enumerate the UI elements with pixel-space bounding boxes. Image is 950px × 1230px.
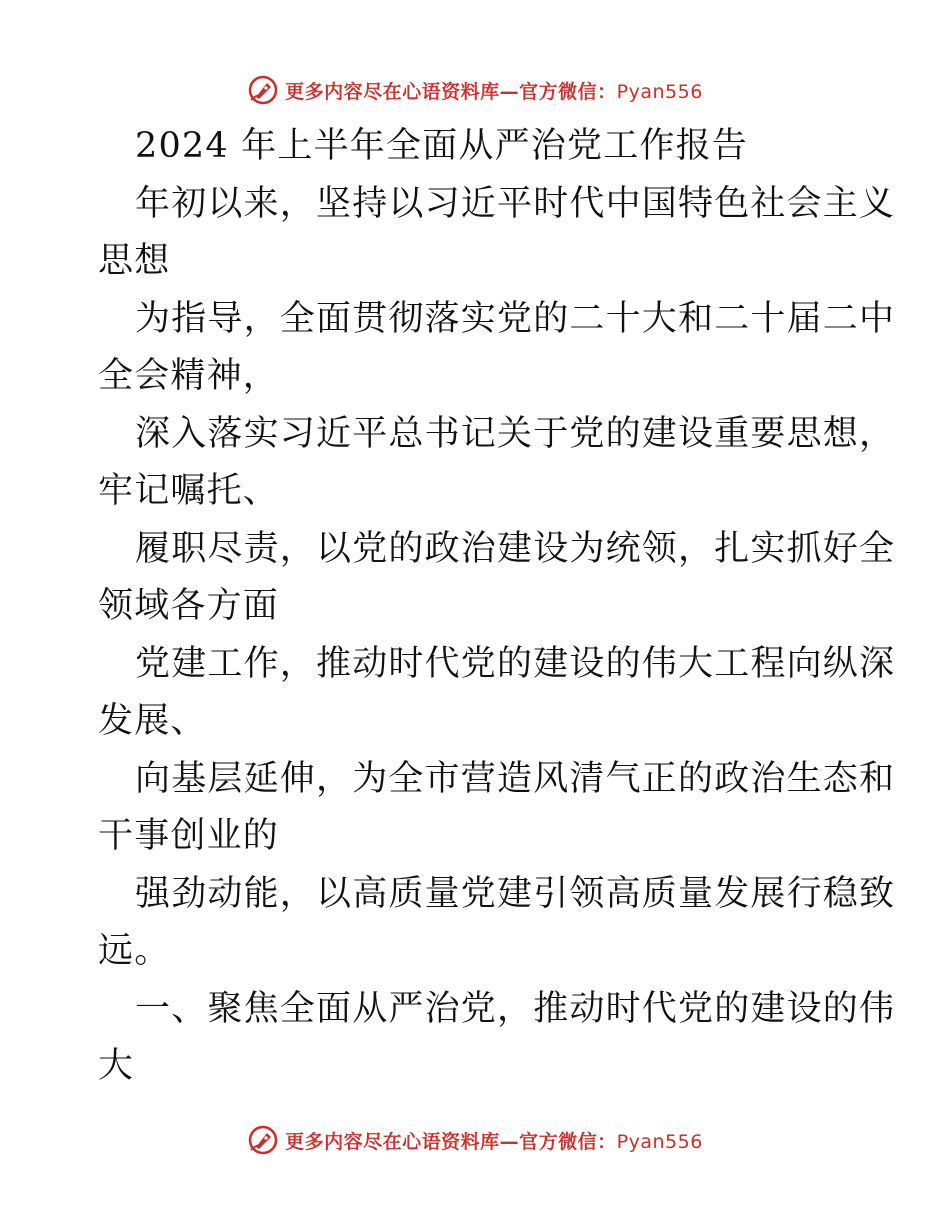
pen-nib-circle-icon — [247, 1124, 279, 1156]
text-line: 一、聚焦全面从严治党，推动时代党的建设的伟 — [135, 988, 896, 1029]
text-line: 全会精神， — [98, 356, 280, 396]
watermark-text: 更多内容尽在心语资料库—官方微信：Pyan556 — [285, 80, 703, 103]
text-line: 干事创业的 — [98, 816, 280, 856]
watermark-text: 更多内容尽在心语资料库—官方微信：Pyan556 — [285, 1130, 703, 1153]
watermark-header — [0, 70, 950, 110]
text-line: 牢记嘱托、 — [98, 471, 280, 511]
text-line: 向基层延伸，为全市营造风清气正的政治生态和 — [135, 758, 896, 799]
text-line: 领域各方面 — [98, 586, 280, 626]
text-line: 党建工作，推动时代党的建设的伟大工程向纵深 — [135, 643, 896, 684]
document-body — [98, 118, 896, 1096]
text-line: 履职尽责，以党的政治建设为统领，扎实抓好全 — [135, 528, 896, 569]
text-line: 思想 — [98, 241, 171, 281]
text-line: 深入落实习近平总书记关于党的建设重要思想， — [135, 413, 896, 454]
text-line: 年初以来，坚持以习近平时代中国特色社会主义 — [135, 183, 896, 224]
document-title: 2024 年上半年全面从严治党工作报告 — [135, 126, 748, 166]
text-line: 为指导，全面贯彻落实党的二十大和二十届二中 — [135, 298, 896, 339]
text-line: 强劲动能，以高质量党建引领高质量发展行稳致 — [135, 873, 896, 914]
text-line: 远。 — [98, 931, 171, 971]
pen-nib-circle-icon — [247, 74, 279, 106]
text-line: 发展、 — [98, 701, 207, 741]
text-line: 大 — [98, 1046, 135, 1086]
watermark-footer — [0, 1120, 950, 1160]
